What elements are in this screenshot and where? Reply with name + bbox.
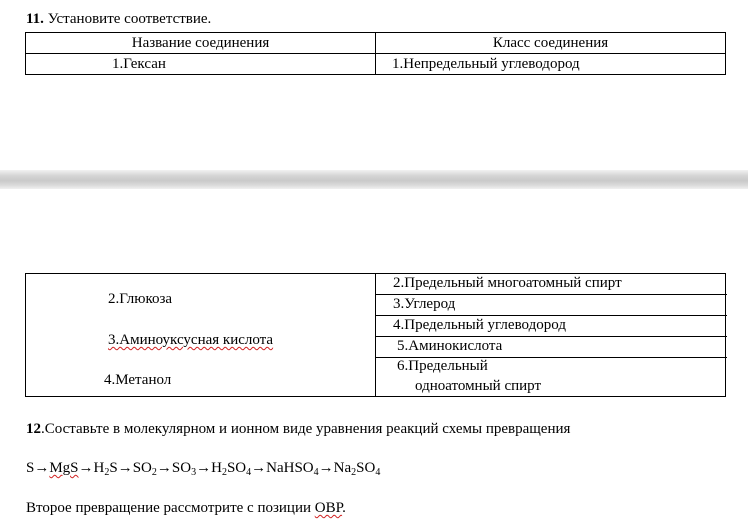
question-12-note [26, 500, 346, 517]
column-divider [375, 274, 376, 396]
formula-so3: SO [171, 460, 192, 476]
right-item-6-continued: одноатомный спирт [415, 378, 542, 394]
formula-nahso4: NaHSO [266, 460, 314, 476]
formula-h2so4-so: SO [226, 460, 247, 476]
subscript: 2 [151, 467, 157, 478]
column-header-compound-name: Название соединения [26, 33, 376, 54]
row-divider [375, 294, 727, 295]
right-item-4: 4.Предельный углеводород [393, 317, 566, 333]
formula-h2so4: H [211, 460, 222, 476]
page-break-separator [0, 170, 748, 189]
subscript: 4 [375, 467, 381, 478]
right-item-6: 6.Предельный [397, 358, 488, 374]
arrow: → [251, 460, 267, 476]
right-item-2: 2.Предельный многоатомный спирт [393, 275, 622, 291]
note-period: . [342, 500, 346, 516]
right-item-5: 5.Аминокислота [397, 338, 503, 354]
subscript: 2 [351, 467, 357, 478]
right-item-3: 3.Углерод [393, 296, 456, 312]
question-12-number: 12 [26, 421, 41, 437]
arrow: → [196, 460, 212, 476]
formula-na2so4: Na [333, 460, 352, 476]
subscript: 3 [191, 467, 197, 478]
note-text: Второе превращение рассмотрите с позиции [26, 500, 315, 516]
arrow: → [78, 460, 94, 476]
question-11-text: Установите соответствие. [47, 11, 212, 27]
table-header-row [26, 33, 726, 54]
question-11-title [26, 11, 211, 28]
note-ovr-term: ОВР [314, 500, 343, 516]
arrow: → [117, 460, 133, 476]
formula-so2: SO [132, 460, 152, 476]
matching-table-bottom [25, 273, 726, 397]
left-item-1: 1.Гексан [26, 54, 376, 75]
arrow: → [156, 460, 172, 476]
subscript: 4 [313, 467, 319, 478]
left-item-3: 3.Аминоуксусная кислота [108, 332, 274, 348]
formula-s: S [26, 460, 35, 476]
subscript: 2 [104, 467, 110, 478]
formula-h2s-s: S [109, 460, 118, 476]
subscript: 4 [246, 467, 252, 478]
subscript: 2 [221, 467, 227, 478]
right-item-1: 1.Непредельный углеводород [376, 54, 726, 75]
column-header-compound-class: Класс соединения [376, 33, 726, 54]
left-item-2: 2.Глюкоза [108, 291, 173, 307]
formula-na2so4-so: SO [356, 460, 376, 476]
formula-mgs: MgS [49, 460, 79, 476]
question-12-text: .Составьте в молекулярном и ионном виде уравнения реакций схемы превращения [41, 421, 571, 437]
question-12-title [26, 421, 570, 438]
transformation-scheme [26, 460, 380, 477]
question-11-number: 11. [26, 11, 44, 27]
formula-h2s: H [93, 460, 105, 476]
left-item-4: 4.Метанол [104, 372, 172, 388]
row-divider [375, 315, 727, 316]
matching-table-top [25, 32, 726, 75]
arrow: → [318, 460, 334, 476]
row-divider [375, 336, 727, 337]
table-row [26, 54, 726, 75]
arrow: → [34, 460, 50, 476]
